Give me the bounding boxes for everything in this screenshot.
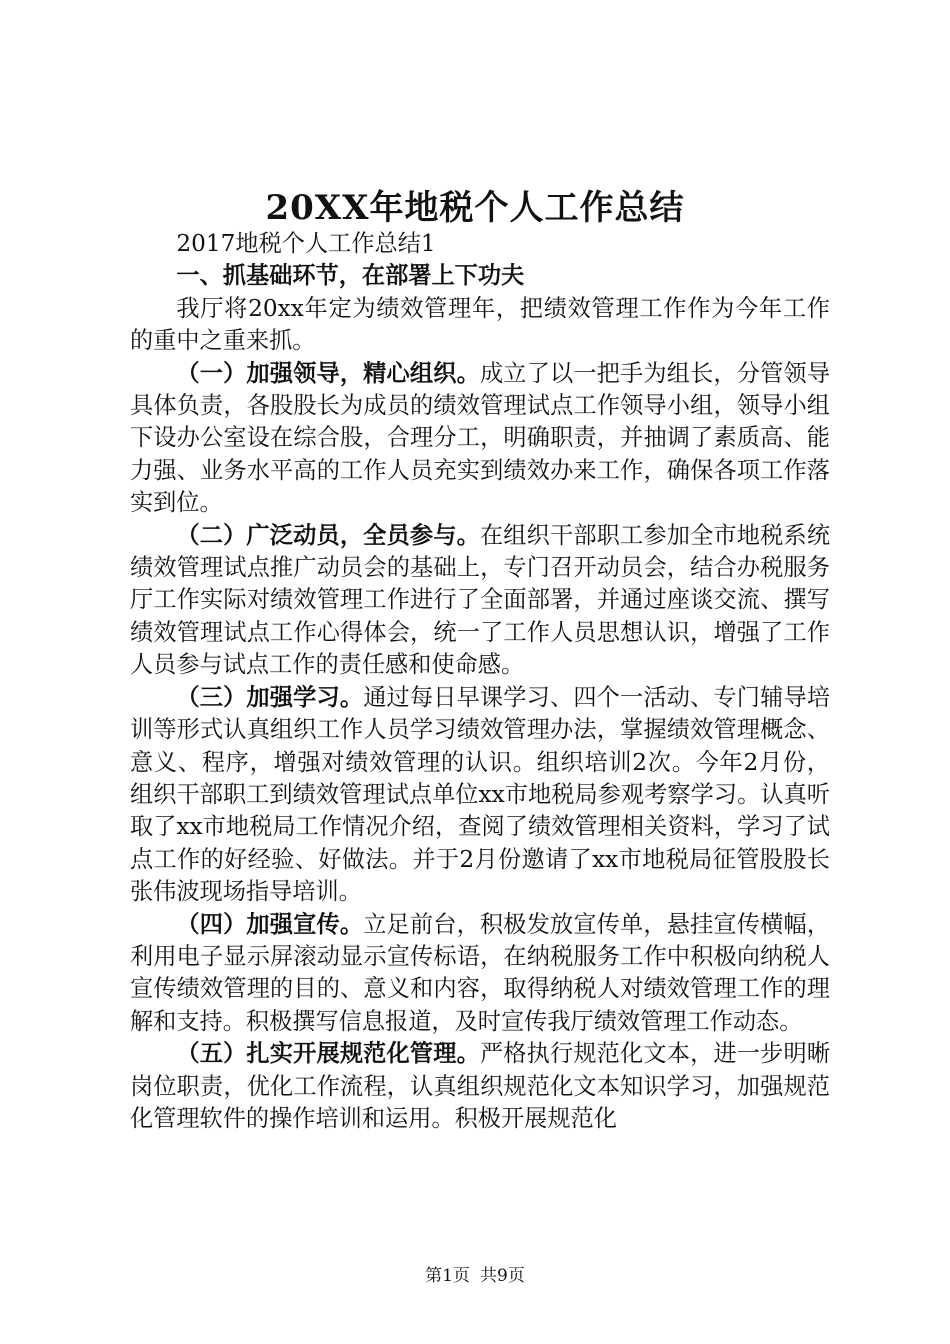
- section-heading: 一、抓基础环节，在部署上下功夫: [176, 262, 525, 290]
- paragraph-lead: （二）广泛动员，全员参与。: [176, 521, 480, 549]
- paragraph-2: [130, 520, 830, 682]
- paragraph-text: 在组织干部职工参加全市地税系统绩效管理试点推广动员会的基础上，专门召开动员会，结合办税服务厅工作实际对绩效管理工作进行了全面部署，并通过座谈交流、撰写绩效管理试点工作心得体会，统一了工作人员思想认识，增强了工作人员参与试点工作的责任感和使命感。: [130, 521, 831, 679]
- paragraph-text: 严格执行规范化文本，进一步明晰岗位职责，优化工作流程，认真组织规范化文本知识学习，加强规范化管理软件的操作培训和运用。积极开展规范化: [130, 1040, 831, 1132]
- paragraph-3: [130, 682, 830, 909]
- paragraph-4: [130, 909, 830, 1039]
- paragraph-lead: （三）加强学习。: [176, 683, 364, 711]
- document-subtitle: 2017地税个人工作总结1: [176, 230, 436, 257]
- paragraph-text: 立足前台，积极发放宣传单，悬挂宣传横幅，利用电子显示屏滚动显示宣传标语，在纳税服务工作中积极向纳税人宣传绩效管理的目的、意义和内容，取得纳税人对绩效管理工作的理解和支持。积极撰写信息报道，及时宣传我厅绩效管理工作动态。: [130, 910, 831, 1035]
- paragraph-lead: （一）加强领导，精心组织。: [176, 359, 480, 387]
- page-footer: [0, 1265, 950, 1287]
- page-total: 共9页: [480, 1266, 525, 1286]
- paragraph-text: 成立了以一把手为组长，分管领导具体负责，各股股长为成员的绩效管理试点工作领导小组，领导小组下设办公室设在综合股，合理分工，明确职责，并抽调了素质高、能力强、业务水平高的工作人员充实到绩效办来工作，确保各项工作落实到位。: [130, 359, 831, 517]
- paragraph-5: [130, 1038, 830, 1135]
- page-number: 第1页: [425, 1266, 470, 1286]
- paragraph-lead: （五）扎实开展规范化管理。: [176, 1040, 480, 1068]
- paragraph-text: 通过每日早课学习、四个一活动、专门辅导培训等形式认真组织工作人员学习绩效管理办法，掌握绩效管理概念、意义、程序，增强对绩效管理的认识。组织培训2次。今年2月份，组织干部职工到绩效管理试点单位xx市地税局参观考察学习。认真听取了xx市地税局工作情况介绍，查阅了绩效管理相关资料，学习了试点工作的好经验、好做法。并于2月份邀请了xx市地税局征管股股长张伟波现场指导培训。: [130, 683, 831, 906]
- paragraph-lead: （四）加强宣传。: [176, 910, 364, 938]
- document-body: [130, 228, 830, 1135]
- document-title: 20XX年地税个人工作总结: [265, 188, 685, 228]
- intro-paragraph: 我厅将20xx年定为绩效管理年，把绩效管理工作作为今年工作的重中之重来抓。: [130, 294, 830, 355]
- paragraph-1: [130, 358, 830, 520]
